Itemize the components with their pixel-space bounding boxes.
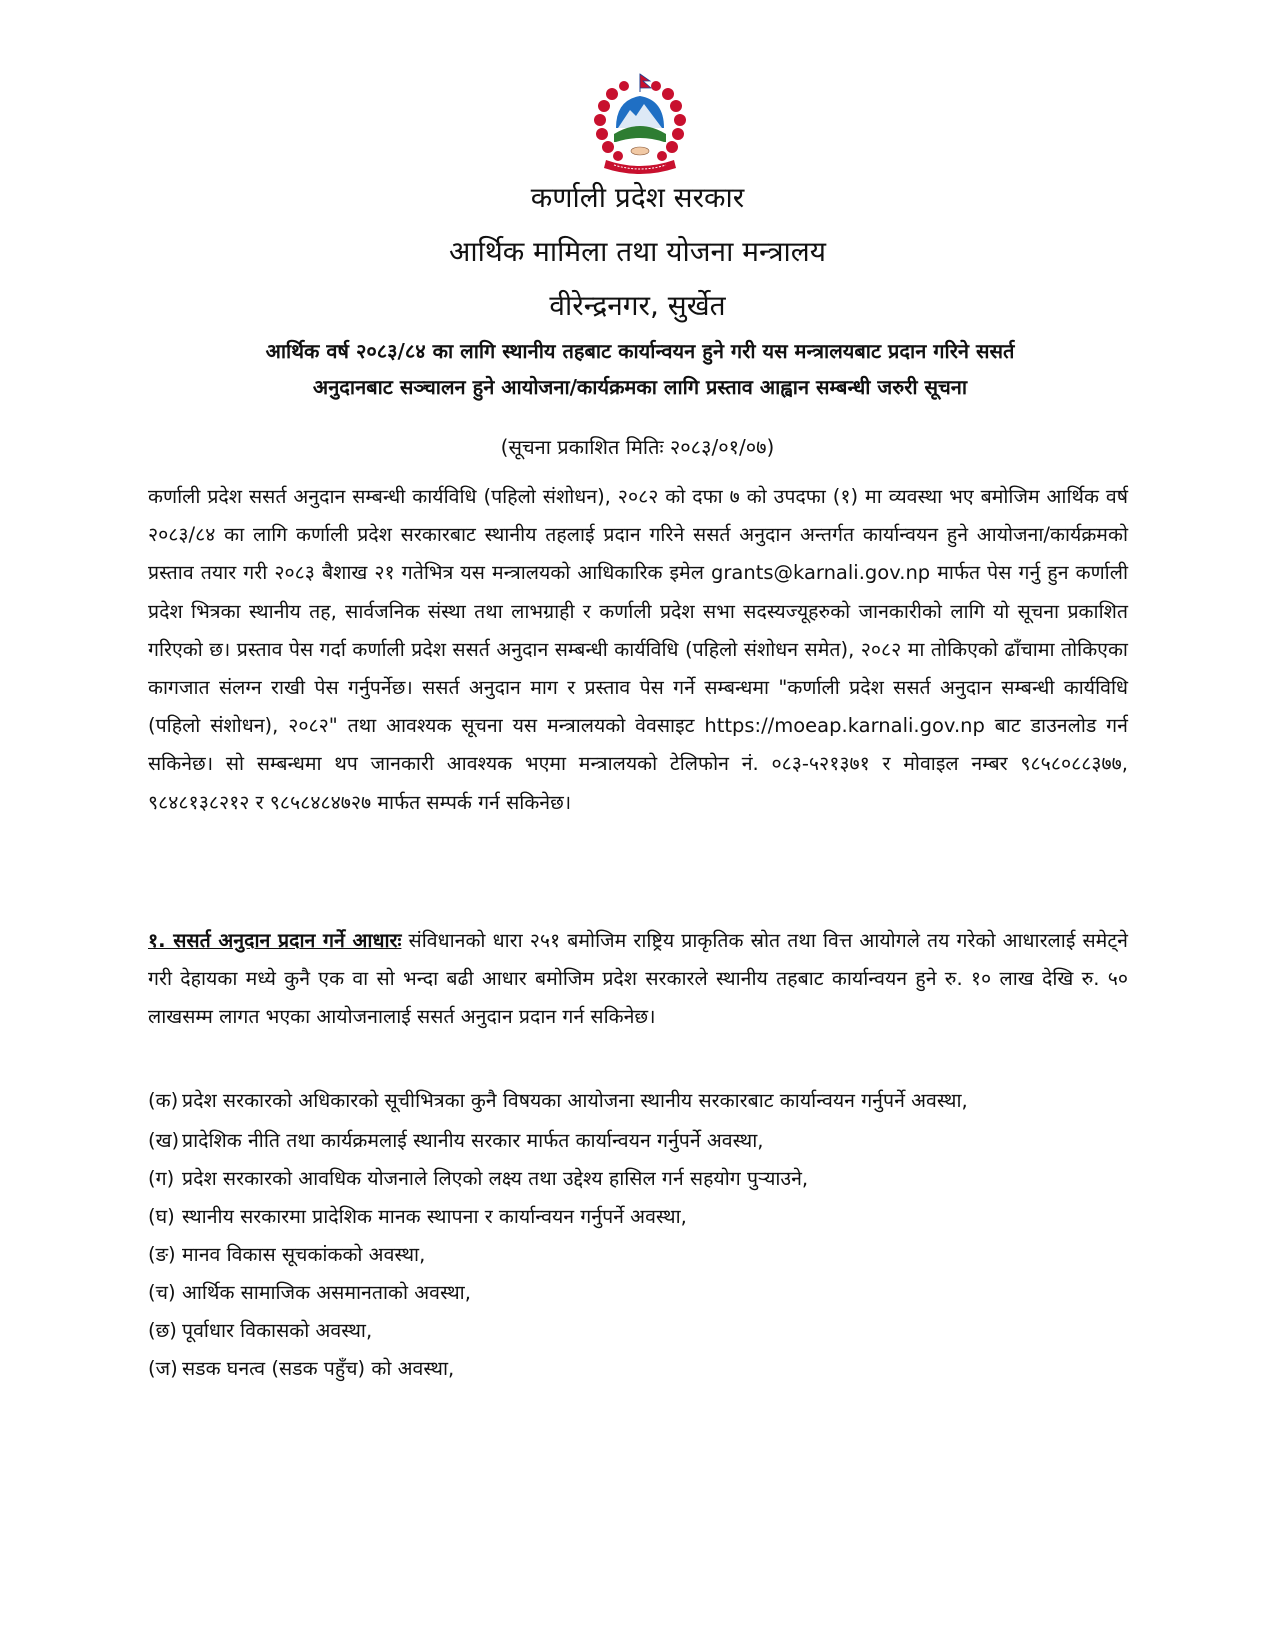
- list-item-text: प्रदेश सरकारको अधिकारको सूचीभित्रका कुनै विषयका आयोजना स्थानीय सरकारबाट कार्यान्वयन गर्नुपर्ने अवस्था,: [182, 1089, 968, 1112]
- list-item-label: (ग): [148, 1167, 175, 1190]
- notice-subject-line-1: आर्थिक वर्ष २०८३/८४ का लागि स्थानीय तहबाट कार्यान्वयन हुने गरी यस मन्त्रालयबाट प्रदान गरिने ससर्त: [265, 339, 1015, 363]
- notice-body-paragraph: कर्णाली प्रदेश ससर्त अनुदान सम्बन्धी कार्यविधि (पहिलो संशोधन), २०८२ को दफा ७ को उपदफा (१) मा व्यवस्था भए बमोजिम आर्थिक वर्ष २०८३/८४ का लागि कर्णाली प्रदेश सरकारबाट स्थानीय तहलाई प्रदान गरिने ससर्त अनुदान अन्तर्गत कार्यान्वयन हुने आयोजना/कार्यक्रमको प्रस्ताव तयार गरी २०८३ बैशाख २१ गतेभित्र यस मन्त्रालयको आधिकारिक इमेल grants@karnali.gov.np मार्फत पेस गर्नु हुन कर्णाली प्रदेश भित्रका स्थानीय तह, सार्वजनिक संस्था तथा लाभग्राही र कर्णाली प्रदेश सभा सदस्यज्यूहरुको जानकारीको लागि यो सूचना प्रकाशित गरिएको छ। प्रस्ताव पेस गर्दा कर्णाली प्रदेश ससर्त अनुदान सम्बन्धी कार्यविधि (पहिलो संशोधन समेत), २०८२ मा तोकिएको ढाँचामा तोकिएका कागजात संलग्न राखी पेस गर्नुपर्नेछ। ससर्त अनुदान माग र प्रस्ताव पेस गर्ने सम्बन्धमा "कर्णाली प्रदेश ससर्त अनुदान सम्बन्धी कार्यविधि (पहिलो संशोधन), २०८२" तथा आवश्यक सूचना यस मन्त्रालयको वेवसाइट https://moeap.karnali.gov.np बाट डाउनलोड गर्न सकिनेछ। सो सम्बन्धमा थप जानकारी आवश्यक भएमा मन्त्रालयको टेलिफोन नं. ०८३-५२१३७१ र मोवाइल नम्बर ९८५८०८८३७७, ९८४८१३८२१२ र ९८५८४८४७२७ मार्फत सम्पर्क गर्न सकिनेछ।: [148, 485, 1128, 814]
- list-item: [148, 1160, 1128, 1198]
- list-item: [148, 1350, 1128, 1388]
- list-item-label: (ङ): [148, 1243, 176, 1266]
- criteria-list: [148, 1080, 1128, 1388]
- list-item: [148, 1198, 1128, 1236]
- list-item-text: प्रदेश सरकारको आवधिक योजनाले लिएको लक्ष्य तथा उद्देश्य हासिल गर्न सहयोग पुऱ्याउने,: [182, 1167, 809, 1190]
- notice-subject: [150, 333, 1130, 405]
- section-1-title: १. ससर्त अनुदान प्रदान गर्ने आधारः: [148, 929, 402, 952]
- list-item: [148, 1122, 1128, 1160]
- list-item-label: (घ): [148, 1205, 175, 1228]
- list-item-text: स्थानीय सरकारमा प्रादेशिक मानक स्थापना र कार्यान्वयन गर्नुपर्ने अवस्था,: [182, 1205, 687, 1228]
- list-item: [148, 1080, 1128, 1122]
- section-1-intro: [148, 922, 1128, 1037]
- list-item: [148, 1274, 1128, 1312]
- publication-date: (सूचना प्रकाशित मितिः २०८३/०१/०७): [500, 435, 775, 459]
- list-item-label: (ख): [148, 1129, 180, 1152]
- header-government-name: कर्णाली प्रदेश सरकार: [530, 181, 745, 214]
- list-item-label: (च): [148, 1281, 176, 1304]
- list-item-label: (ज): [148, 1357, 178, 1380]
- list-item-text: पूर्वाधार विकासको अवस्था,: [182, 1319, 373, 1342]
- section-1-text: संविधानको धारा २५१ बमोजिम राष्ट्रिय प्राकृतिक स्रोत तथा वित्त आयोगले तय गरेको आधारलाई समेट्ने गरी देहायका मध्ये कुनै एक वा सो भन्दा बढी आधार बमोजिम प्रदेश सरकारले स्थानीय तहबाट कार्यान्वयन हुने रु. १० लाख देखि रु. ५० लाखसम्म लागत भएका आयोजनालाई ससर्त अनुदान प्रदान गर्न सकिनेछ।: [148, 929, 1128, 1029]
- list-item-label: (क): [148, 1089, 179, 1112]
- notice-subject-line-2: अनुदानबाट सञ्चालन हुने आयोजना/कार्यक्रमका लागि प्रस्ताव आह्वान सम्बन्धी जरुरी सूचना: [312, 375, 968, 399]
- list-item-text: मानव विकास सूचकांकको अवस्था,: [182, 1243, 426, 1266]
- list-item-text: प्रादेशिक नीति तथा कार्यक्रमलाई स्थानीय सरकार मार्फत कार्यान्वयन गर्नुपर्ने अवस्था,: [182, 1129, 764, 1152]
- header-location: वीरेन्द्रनगर, सुर्खेत: [549, 289, 726, 322]
- list-item: [148, 1236, 1128, 1274]
- government-emblem-icon: [590, 72, 690, 177]
- list-item-text: आर्थिक सामाजिक असमानताको अवस्था,: [182, 1281, 471, 1304]
- list-item-label: (छ): [148, 1319, 177, 1342]
- list-item-text: सडक घनत्व (सडक पहुँच) को अवस्था,: [182, 1357, 455, 1380]
- header-ministry-name: आर्थिक मामिला तथा योजना मन्त्रालय: [448, 235, 827, 268]
- list-item: [148, 1312, 1128, 1350]
